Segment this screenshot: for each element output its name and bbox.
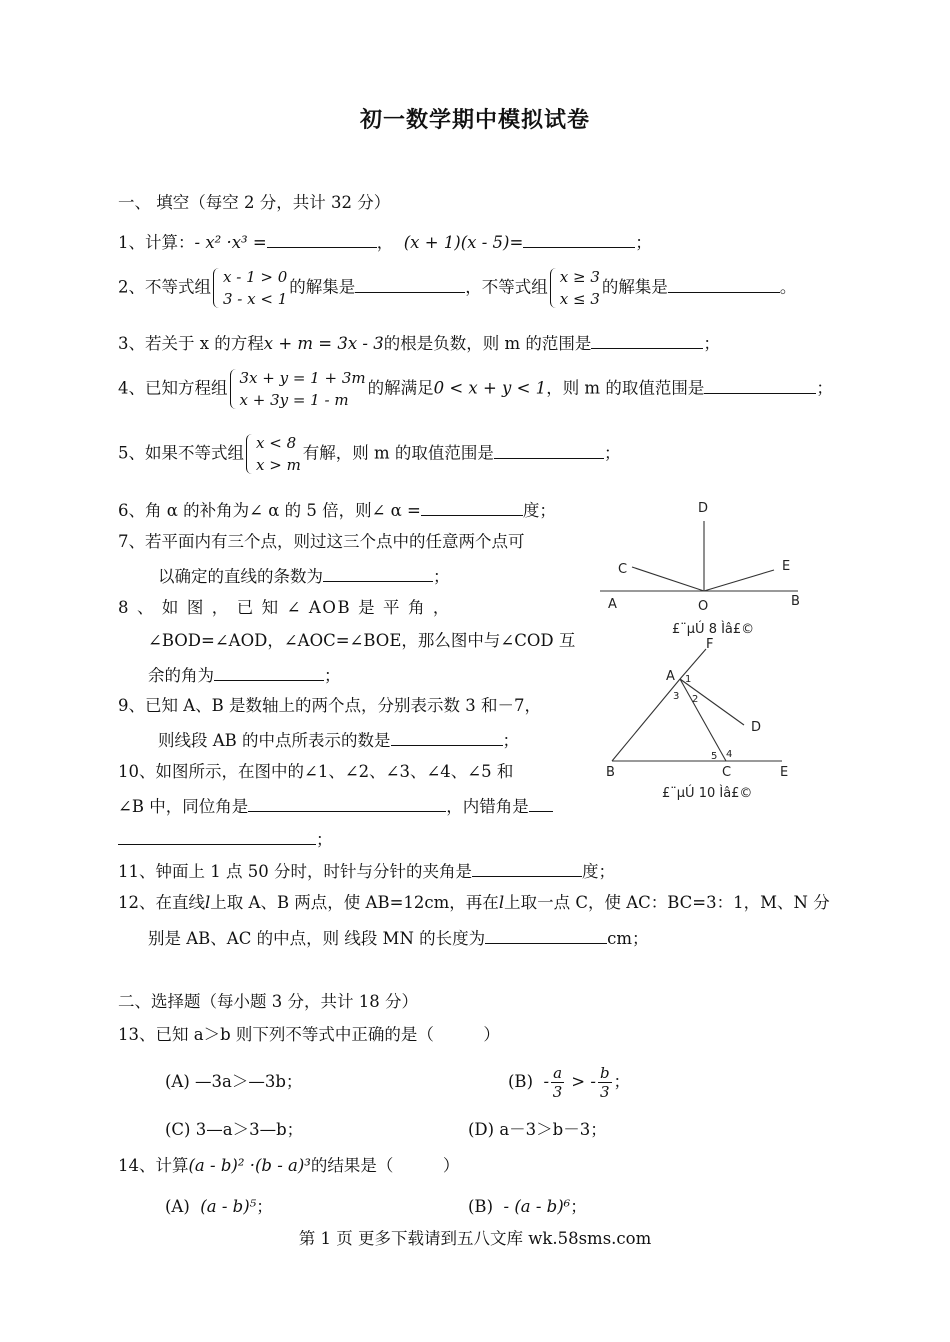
option-13-d[interactable]: (D) a－3＞b－3； (468, 1120, 607, 1139)
question-5: 5、如果不等式组 x < 8 x > m 有解，则 m 的取值范围是 ； (118, 434, 621, 474)
question-11: 11、钟面上 1 点 50 分时，时针与分针的夹角是 度； (118, 858, 615, 884)
angle-5: 5 (711, 751, 718, 762)
option-14-a[interactable]: (A) (a - b)⁵； (165, 1197, 273, 1216)
option-13-b[interactable]: (B) - $\frac{a}{3}$ > - $\frac{b}{3}$ ； (508, 1064, 631, 1101)
question-10-line3: ； (118, 826, 333, 852)
line-ac (680, 679, 726, 761)
ray-oe (704, 570, 774, 591)
figure-10-caption: £¨µÚ 10 Ìâ£© (662, 786, 753, 801)
question-8-line3: 余的角为 ； (148, 662, 341, 688)
answer-blank[interactable] (485, 925, 607, 944)
page-footer: 第 1 页 更多下载请到五八文库 wk.58sms.com (298, 1229, 652, 1248)
question-12-line1: 12、在直线l上取 A、B 两点，使 AB=12cm，再在l上取一点 C，使 AC：BC=3：1，M、N 分 (118, 893, 830, 912)
answer-blank[interactable] (523, 229, 635, 248)
q1-expr1: - x² ·x³ = (194, 233, 267, 252)
question-12-line2: 别是 AB、AC 的中点，则 线段 MN 的长度为 cm； (148, 925, 649, 951)
angle-1: 1 (685, 674, 692, 685)
angle-2: 2 (692, 694, 699, 705)
option-13-c[interactable]: (C) 3—a＞3—b； (165, 1120, 304, 1139)
q2-system-1: x - 1 > 0 3 - x < 1 (213, 266, 287, 310)
q4-system: 3x + y = 1 + 3m x + 3y = 1 - m (230, 367, 366, 411)
option-14-b[interactable]: (B) - (a - b)⁶； (468, 1197, 587, 1216)
figure-8 (598, 495, 818, 640)
answer-blank[interactable] (591, 330, 703, 349)
line-ba (612, 679, 680, 761)
question-1: 1、计算：- x² ·x³ = ， (x + 1)(x - 5)= ； (118, 229, 652, 255)
question-7-line2: 以确定的直线的条数为 ； (158, 563, 450, 589)
answer-blank[interactable] (248, 793, 446, 812)
label-f: F (706, 637, 714, 652)
figure-8-caption: £¨µÚ 8 Ìâ£© (672, 622, 755, 637)
q1-expr2: (x + 1)(x - 5)= (403, 233, 524, 252)
q5-system: x < 8 x > m (246, 432, 301, 476)
question-2: 2、不等式组 x - 1 > 0 3 - x < 1 的解集是 ，不等式组 x ≥ 3 x ≤ 3 的解集是 。 (118, 268, 797, 308)
answer-blank[interactable] (668, 274, 780, 293)
fraction: $\frac{b}{3}$ (599, 1064, 610, 1101)
label-c: C (618, 562, 628, 577)
label-a: A (608, 597, 617, 612)
question-3: 3、若关于 x 的方程x + m = 3x - 3的根是负数，则 m 的范围是 ； (118, 330, 720, 356)
section1-heading: 一、 填空（每空 2 分，共计 32 分） (118, 193, 391, 212)
label-b: B (606, 765, 615, 780)
angle-4: 4 (726, 749, 733, 760)
answer-blank[interactable] (267, 229, 377, 248)
question-10-line2: ∠B 中，同位角是 ，内错角是 (118, 793, 553, 819)
label-c: C (722, 765, 732, 780)
answer-blank[interactable] (529, 793, 553, 812)
question-7-line1: 7、若平面内有三个点，则过这三个点中的任意两个点可 (118, 532, 525, 551)
question-6: 6、角 α 的补角为∠ α 的 5 倍，则∠ α = 度； (118, 497, 556, 523)
option-13-a[interactable]: (A) —3a＞—3b； (165, 1072, 303, 1091)
label-d: D (698, 501, 709, 516)
question-9-line2: 则线段 AB 的中点所表示的数是 ； (158, 727, 519, 753)
question-10-line1: 10、如图所示，在图中的∠1、∠2、∠3、∠4、∠5 和 (118, 762, 514, 781)
ray-oc (632, 567, 704, 591)
fraction: $\frac{a}{3}$ (552, 1064, 563, 1101)
label-e: E (780, 765, 789, 780)
question-4: 4、已知方程组 3x + y = 1 + 3m x + 3y = 1 - m 的解满足0 < x + y < 1，则 m 的取值范围是 ； (118, 369, 833, 409)
q2-system-2: x ≥ 3 x ≤ 3 (550, 266, 600, 310)
answer-blank-continued[interactable] (118, 826, 316, 845)
answer-blank[interactable] (391, 727, 503, 746)
answer-blank[interactable] (421, 497, 523, 516)
answer-blank[interactable] (214, 662, 324, 681)
question-8-line1: 8 、 如 图 ， 已 知 ∠ AOB 是 平 角 ， (118, 598, 452, 617)
label-d: D (751, 720, 762, 735)
page-title: 初一数学期中模拟试卷 (359, 108, 590, 133)
question-14-stem: 14、计算(a - b)² ·(b - a)³的结果是（ ） (118, 1156, 460, 1175)
answer-blank[interactable] (323, 563, 433, 582)
question-9-line1: 9、已知 A、B 是数轴上的两个点，分别表示数 3 和－7， (118, 696, 542, 715)
answer-blank[interactable] (704, 375, 816, 394)
section2-heading: 二、选择题（每小题 3 分，共计 18 分） (118, 992, 418, 1011)
line-ad (680, 679, 744, 725)
question-13-stem: 13、已知 a＞b 则下列不等式中正确的是（ ） (118, 1025, 500, 1044)
question-8-line2: ∠BOD=∠AOD，∠AOC=∠BOE，那么图中与∠COD 互 (148, 631, 576, 650)
label-b: B (791, 594, 800, 609)
answer-blank[interactable] (472, 858, 582, 877)
label-a: A (666, 669, 675, 684)
answer-blank[interactable] (494, 440, 604, 459)
line-af (680, 649, 706, 679)
angle-3: 3 (673, 691, 680, 702)
label-o: O (698, 599, 709, 614)
figure-10 (598, 635, 818, 805)
label-e: E (782, 559, 791, 574)
answer-blank[interactable] (355, 274, 465, 293)
